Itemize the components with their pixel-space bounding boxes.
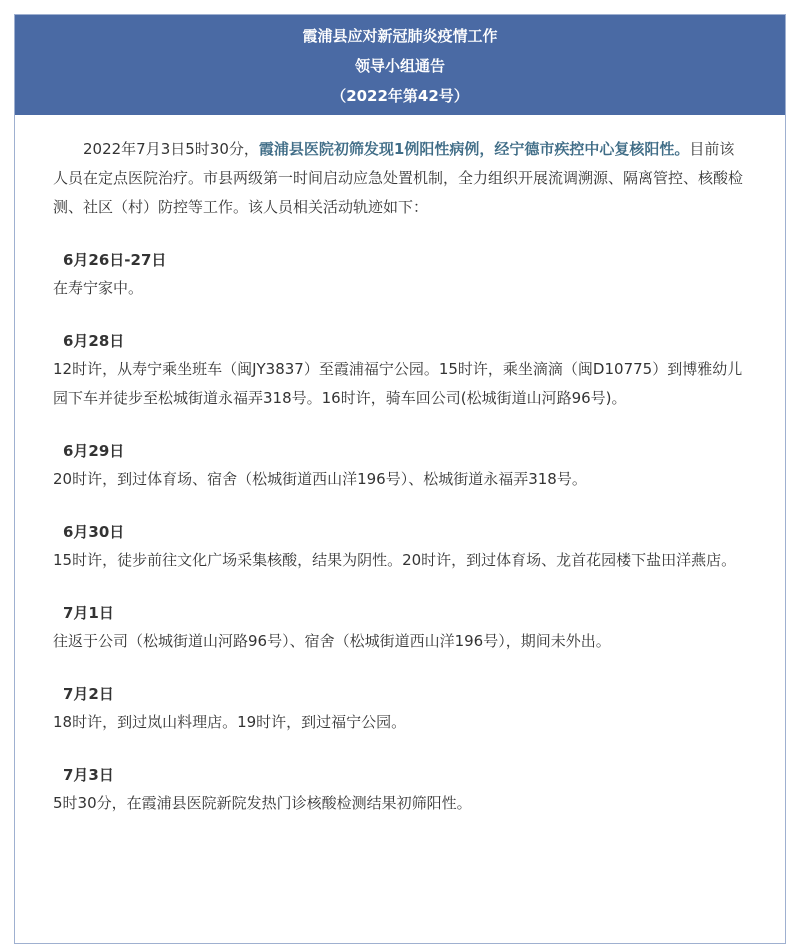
entry-date: 6月26日-27日 [63, 251, 167, 269]
header-title: 霞浦县应对新冠肺炎疫情工作 [302, 27, 498, 45]
entry-date: 7月3日 [63, 766, 114, 784]
entry-text: 5时30分，在霞浦县医院新院发热门诊核酸检测结果初筛阳性。 [53, 794, 472, 812]
entry-date: 7月1日 [63, 604, 114, 622]
entry-text: 20时许，到过体育场、宿舍（松城街道西山洋196号）、松城街道永福弄318号。 [53, 470, 587, 488]
entry-text: 15时许，徒步前往文化广场采集核酸，结果为阴性。20时许，到过体育场、龙首花园楼下盐田洋燕店。 [53, 551, 737, 569]
timeline-entry [53, 518, 749, 575]
entry-date: 6月30日 [63, 523, 125, 541]
notice-card [14, 14, 786, 944]
timeline-entry [53, 327, 749, 413]
header-issue-number: （2022年第42号） [331, 87, 469, 105]
timeline-entry [53, 680, 749, 737]
notice-header [15, 15, 785, 115]
timeline-entry [53, 761, 749, 818]
entry-text: 12时许，从寿宁乘坐班车（闽JY3837）至霞浦福宁公园。15时许，乘坐滴滴（闽D10775）到博雅幼儿园下车并徒步至松城街道永福弄318号。16时许，骑车回公司(松城街道山河路96号)。 [53, 360, 743, 407]
entry-date: 6月28日 [63, 332, 125, 350]
intro-highlight: 霞浦县医院初筛发现1例阳性病例，经宁德市疾控中心复核阳性。 [258, 140, 690, 158]
entry-text: 在寿宁家中。 [53, 279, 144, 297]
header-subtitle: 领导小组通告 [354, 57, 445, 75]
entry-text: 往返于公司（松城街道山河路96号）、宿舍（松城街道西山洋196号），期间未外出。 [53, 632, 611, 650]
intro-part2: 目前该人员在定点医院治疗。市县两级第一时间启动应急处置机制，全力组织开展流调溯源、隔离管控、核酸检测、社区（村）防控等工作。该人员相关活动轨迹如下： [53, 140, 744, 216]
entry-date: 6月29日 [63, 442, 125, 460]
timeline-entry [53, 437, 749, 494]
entry-date: 7月2日 [63, 685, 114, 703]
intro-paragraph [53, 135, 749, 222]
entry-text: 18时许，到过岚山料理店。19时许，到过福宁公园。 [53, 713, 407, 731]
notice-body [15, 115, 785, 818]
intro-part1: 2022年7月3日5时30分， [83, 140, 259, 158]
timeline-entry [53, 599, 749, 656]
timeline-entry [53, 246, 749, 303]
